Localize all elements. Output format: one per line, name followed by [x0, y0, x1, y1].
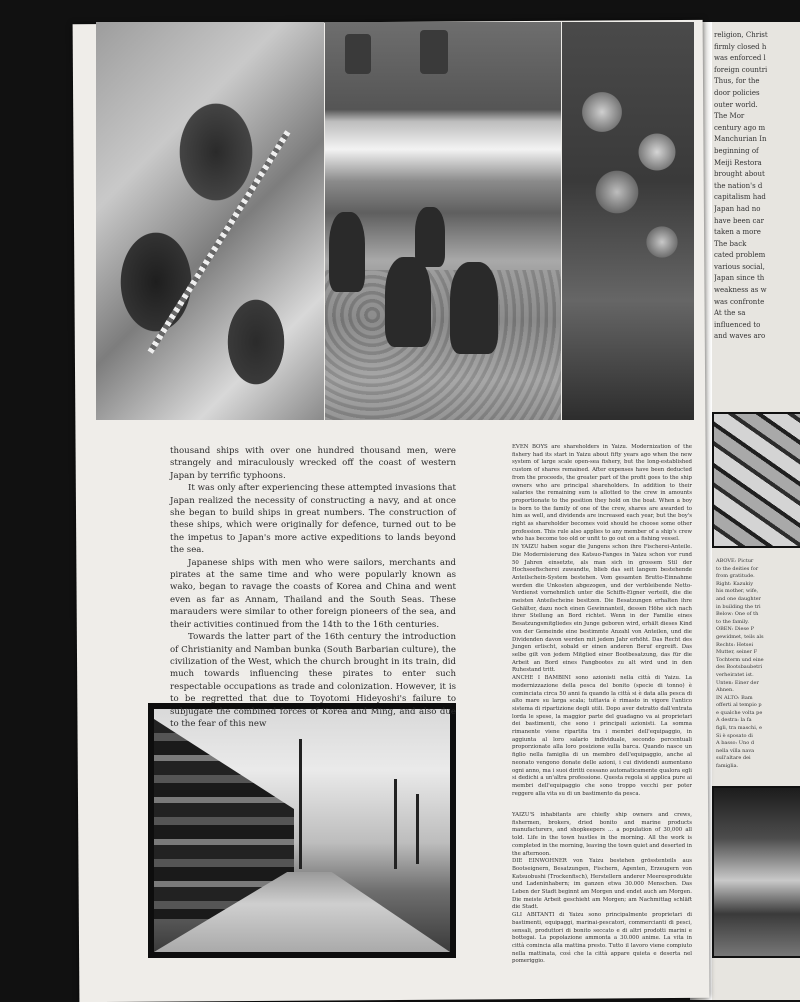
- text-line: firmly closed h: [714, 42, 767, 51]
- text-line: Meiji Restora: [714, 158, 762, 167]
- caption-column-upper: [512, 444, 692, 798]
- text-line: ABOVE: Pictur: [716, 558, 754, 564]
- text-line: The back: [714, 239, 747, 248]
- boy-figure: [329, 212, 365, 292]
- boy-figure: [385, 257, 431, 347]
- text-line: have been car: [714, 216, 764, 225]
- text-line: famiglia.: [716, 763, 739, 770]
- facing-page-captions: [716, 558, 800, 771]
- caption-italian: ANCHE I BAMBINI sono azionisti nella città di Yaizu. La modernizzazione della pesca del bonito (specie di tonno) è cominciata circa 50 anni fa quando la città si è data alla pesca di alto mare su larga scala; tuttavia è rimasto in vigore l'antico sistema di ripartizione degli utili. Dopo aver detratto dall'entrata lorda le spese, la maggior parte del guadagno va ai proprietari dei bastimenti, che sono i principali azionisti. La somma rimanente viene ripartita tra i membri dell'equipaggio, in aggiunta al loro salario individuale, secondo percentuali proporzionate alla loro posizione sulla barca. Quando nasce un figlio nella famiglia di un membro dell'equipaggio, anche al neonato vengono donate delle azioni, i cui dividendi aumentano ogni anno, ma i suoi diritti cessano automaticamente qualora egli si dedichi a un'altra professione. Questa regola si applica pure ai membri dell'equipaggio che sono troppo vecchi per poter reggere alla vita su di un bastimento da pesca.: [512, 675, 692, 797]
- text-line: sull'altare dei: [716, 755, 751, 762]
- photo-laughing-boys: [562, 22, 694, 420]
- text-line: Ahnen.: [716, 687, 734, 694]
- sailboat: [420, 30, 448, 74]
- text-line: weakness as w: [714, 286, 767, 295]
- text-line: his mother, wife,: [716, 588, 759, 595]
- text-line: des Bootsbaubetri: [716, 664, 763, 671]
- text-line: Mutter, seiner F: [716, 649, 758, 656]
- paragraph: It was only after experiencing these attempted invasions that Japan realized the necessity of constructing a navy, and at once she began to build ships in great numbers. The construction of these ships, which were originally for defence, turned out to be the impetus to Japan's more active expeditions to lands beyond the sea.: [170, 483, 456, 556]
- text-line: in building the tri: [716, 603, 761, 610]
- utility-pole: [394, 779, 397, 869]
- text-line: outer world.: [714, 100, 758, 109]
- text-line: At the sa: [714, 309, 746, 318]
- utility-pole: [299, 739, 302, 869]
- text-line: various social,: [714, 262, 765, 271]
- text-line: and one daughter: [716, 595, 761, 602]
- pebble-beach: [325, 270, 561, 420]
- boy-figure: [450, 262, 498, 354]
- text-line: e qualche volta pe: [716, 709, 763, 716]
- rope: [148, 130, 291, 354]
- caption-english: EVEN BOYS are shareholders in Yaizu. Modernization of the fishery had its start in Yaizu about fifty years ago when the new system of large scale open-sea fishery, but the long-established custom of shares remained. After expenses have been deducted from the proceeds, the greater part of the profit goes to the ship owners who are principal shareholders. In addition to their salaries the remaining sum is allotted to the crew in amounts proportionate to the position they hold on the boat. When a boy is born to the family of one of the crew, shares are awarded to him as well, and dividends are increased each year, but the boy's right as shareholder becomes void should he choose some other profession. This rule also applies to any member of a ship's crew who has become too old or unfit to go out on a fishing vessel.: [512, 444, 692, 543]
- photo-boys-on-beach: [325, 22, 561, 420]
- text-line: Below: One of th: [716, 611, 759, 618]
- sailboat: [345, 34, 371, 74]
- paragraph: Japanese ships with men who were sailors, merchants and pirates at the same time and who were popularly known as wako, began to ravage the coasts of Korea and China and went even as far as Annam, Thailand and the South Seas. These marauders were similar to other foreign pioneers of the sea, and their activities continued from the 14th to the 16th centuries.: [170, 557, 456, 630]
- text-line: to the family.: [716, 618, 749, 625]
- text-line: influenced to: [714, 320, 761, 329]
- text-line: taken a more: [714, 228, 761, 237]
- text-line: and waves aro: [714, 332, 766, 341]
- article-column-left: [170, 445, 456, 730]
- caption-english: YAIZU'S inhabitants are chiefly ship owners and crews, fishermen, brokers, dried bonito and marine products manufacturers, and shopkeepers ... a population of 30,000 all told. Life in the town hustles in the morning. All the work is completed in the morning, leaving the town quiet and deserted in the afternoon.: [512, 812, 692, 857]
- text-line: religion, Christ: [714, 31, 768, 39]
- text-line: to the deities for: [716, 565, 759, 572]
- photo-family-frames: [712, 412, 800, 548]
- text-line: verheiratet ist.: [716, 671, 754, 678]
- caption-italian: GLI ABITANTI di Yaizu sono principalmente proprietari di bastimenti, equipaggi, marinai-pescatori, commercianti di pesci, sensali, produttori di bonito seccato e di altri prodotti marini e bottegai. La popolazione ammonta a 30.000 anime. La vita in città comincia alla mattina presto. Tutto il lavoro viene compiuto nella mattinata, così che la città appare quieta e deserta nel pomeriggio.: [512, 912, 692, 965]
- text-line: beginning of: [714, 146, 759, 155]
- text-line: Right: Kazukiy: [716, 580, 754, 587]
- boy-figure: [415, 207, 445, 267]
- text-line: foreign countri: [714, 65, 768, 74]
- text-line: Manchurian In: [714, 135, 767, 144]
- caption-column-lower: [512, 812, 692, 966]
- paragraph: thousand ships with over one hundred thousand men, were strangely and miraculously wrecked off the coast of western Japan by terrific typhoons.: [170, 446, 456, 481]
- text-line: capitalism had: [714, 193, 766, 202]
- text-line: nella villa nava: [716, 747, 755, 754]
- text-line: The Mor: [714, 112, 745, 121]
- text-line: century ago m: [714, 123, 766, 132]
- text-line: A basso: Uno d: [716, 740, 755, 747]
- text-line: Si è sposato di: [716, 732, 753, 739]
- text-line: IN ALTO: Bam: [716, 694, 753, 701]
- text-line: OBEN: Diese P: [716, 626, 754, 633]
- utility-pole: [416, 794, 419, 864]
- text-line: the nation's d: [714, 181, 763, 190]
- text-line: from gratitude.: [716, 573, 755, 580]
- text-line: Thus, for the: [714, 77, 760, 86]
- text-line: Unten: Einer der: [716, 679, 759, 686]
- text-line: was enforced l: [714, 54, 766, 63]
- text-line: A destra: la fa: [716, 717, 752, 724]
- photo-boys-pulling-rope: [96, 22, 324, 420]
- text-line: offerti al tempio p: [716, 702, 762, 709]
- text-line: gewidmet, teils als: [716, 633, 764, 640]
- caption-german: DIE EINWOHNER von Yaizu bestehen grösstenteils aus Bootseignern, Besatzungen, Fischern, Agenten, Erzeugern von Katsuobushi (Trockenfisch), Herstellern anderer Meeresprodukte und Ladeninhabern; im ganzen etwa 30.000 Menschen. Das Leben der Stadt beginnt am Morgen und endet auch am Morgen. Die meiste Arbeit geschieht am Morgen; am Nachmittag schläft die Stadt.: [512, 858, 692, 911]
- text-line: Rechts: Hetsei: [716, 641, 754, 648]
- text-line: Japan since th: [714, 274, 765, 283]
- text-line: was confronte: [714, 297, 765, 306]
- facing-page-text: [714, 30, 800, 343]
- text-line: Tochterm und eine: [716, 656, 764, 663]
- text-line: figli, tra maschi, e: [716, 725, 762, 732]
- text-line: door policies: [714, 88, 760, 97]
- text-line: Japan had no: [714, 204, 761, 213]
- caption-german: IN YAIZU haben sogar die Jungens schon ihre Fischerei-Anteile. Die Modernisierung des Katsuo-Fanges in Yaizu schon vor rund 50 Jahren einsetzte, als man sich in grossem Stil der Hochseefischerei zuwandte, blieb das seit langem bestehende Anteilschein-System bestehen. Vom gesamten Brutto-Einnahme werden die Unkosten abgezogen, und der verbleibende Netto-Verdienst vornehmlich unter die Schiffs-Eigner verteilt, die die meisten Anteilscheine besitzen. Die Besatzungen erhalten ihre Gehälter, dazu noch einen Gewinnanteil, dessen Höhe sich nach ihrer Stellung an Bord richtet. Wenn in der Familie eines Besatzungsmitgliedes ein Junge geboren wird, erhält dieses Kind von der Gemeinde eine bestimmte Anzahl von Anteilen, und die Dividenden davon werden mit jedem Jahr erhöht. Das Recht des Jungen erlischt, sobald er einen anderen Beruf ergreift. Das selbe gilt von jedem Mitglied einer Bootbesatzung, das für die Arbeit an Bord eines Fangbootes zu alt wird und in den Ruhestand tritt.: [512, 544, 692, 674]
- photo-family-altar: [712, 786, 800, 958]
- text-line: cated problem: [714, 251, 766, 260]
- text-line: brought about: [714, 170, 765, 179]
- photo-yaizu-street: [148, 703, 456, 958]
- paragraph: Towards the latter part of the 16th century the introduction of Christianity and Namban bunka (South Barbarian culture), the civilization of the West, which the church brought in its train, did much towards influencing these pirates to enter such respectable occupations as trade and colonization. However, it is to be regretted that due to Toyotomi Hideyoshi's failure to subjugate the combined forces of Korea and Ming, and also due to the fear of this new: [170, 632, 456, 729]
